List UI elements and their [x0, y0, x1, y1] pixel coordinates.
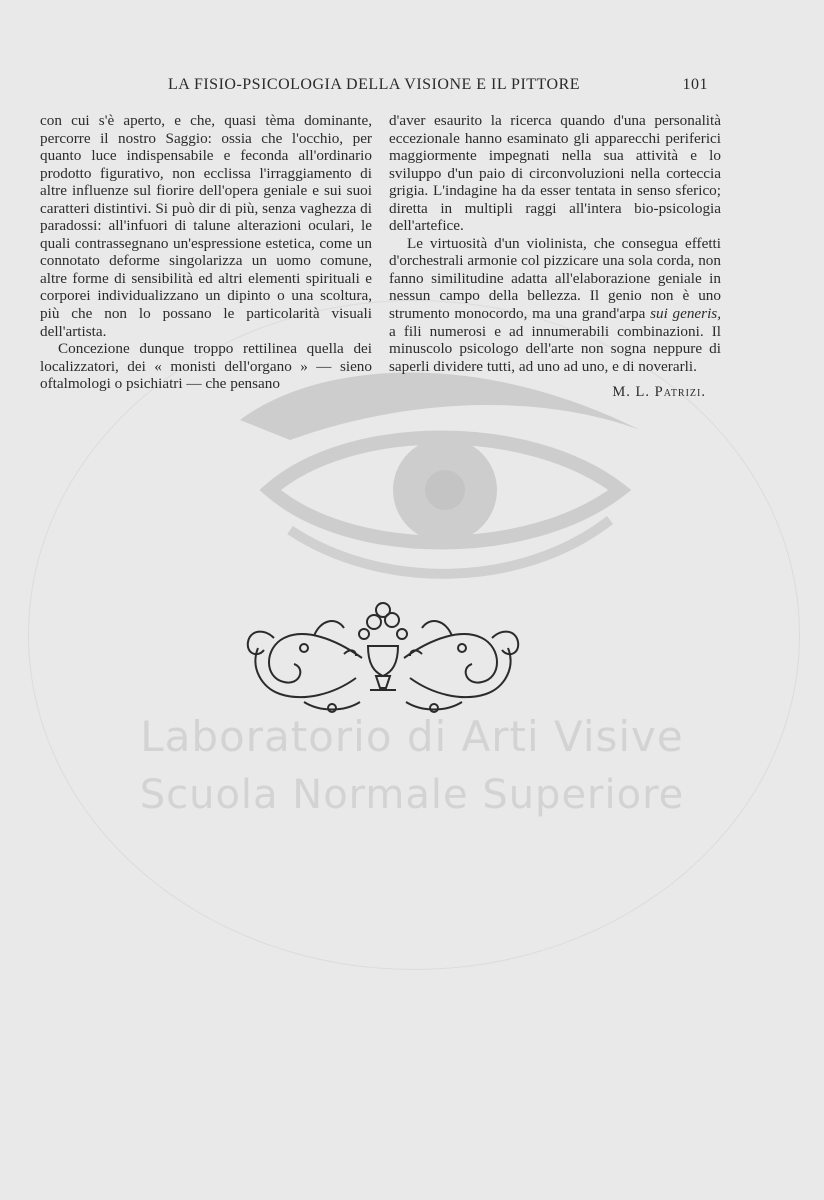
paragraph: Concezione dunque troppo rettilinea quella dei localizzatori, dei « monisti dell'organo » — sieno oftalmologi o psichiatri — che pensano — [40, 340, 372, 393]
watermark-line-2: Scuola Normale Superiore — [139, 772, 685, 818]
italic-phrase: sui generis, — [650, 305, 721, 323]
paragraph — [389, 235, 721, 375]
watermark-line-1: Laboratorio di Arti Visive — [140, 712, 684, 761]
floral-ornament-icon — [244, 598, 522, 722]
author-initials: M. L. — [612, 384, 651, 400]
author-surname: Patrizi. — [654, 384, 706, 400]
right-column — [389, 112, 721, 375]
running-title: LA FISIO-PSICOLOGIA DELLA VISIONE E IL PITTORE — [168, 76, 581, 93]
author-signature — [612, 384, 706, 401]
paragraph-text: a fili numerosi e ad innumerabili combinazioni. Il minuscolo psicologo dell'arte non sogna neppure di saperli dividere tutti, ad uno ad uno, e di noverarli. — [389, 322, 721, 375]
page-number: 101 — [682, 76, 708, 93]
paragraph: con cui s'è aperto, e che, quasi tèma dominante, percorre il nostro Saggio: ossia che l'occhio, per quanto luce indispensabile e feconda all'ordinario prodotto figurativo, non ecclissa l'irraggiamento di altre influenze sul fiorire dell'opera geniale e sui suoi caratteri distintivi. Si può dir di più, senza vaghezza di paradossi: all'infuori di talune alterazioni oculari, le quali contrassegnano un'espressione estetica, come un connotato deforme singolarizza un uomo comune, altre forme di sensibilità ed altri elementi spirituali e corporei individualizzano un dipinto o una scoltura, più che non lo possano le particolarità visuali dell'artista. — [40, 112, 372, 340]
watermark-eye-image — [230, 360, 650, 600]
left-column — [40, 112, 372, 393]
paragraph: d'aver esaurito la ricerca quando d'una personalità eccezionale hanno esaminato gli apparecchi periferici maggiormente impegnati nella sua attività e lo sviluppo d'un paio di circonvoluzioni nella corteccia grigia. L'indagine ha da esser tentata in senso sferico; diretta in multipli raggi all'intera bio-psicologia dell'artefice. — [389, 112, 721, 235]
paragraph-text: Le virtuosità d'un violinista, che consegua effetti d'orchestrali armonie col pizzicare una sola corda, non fanno similitudine adatta all'elaborazione geniale in nessun campo della bellezza. Il genio non è uno strumento monocordo, ma una grand'arpa — [389, 234, 721, 323]
